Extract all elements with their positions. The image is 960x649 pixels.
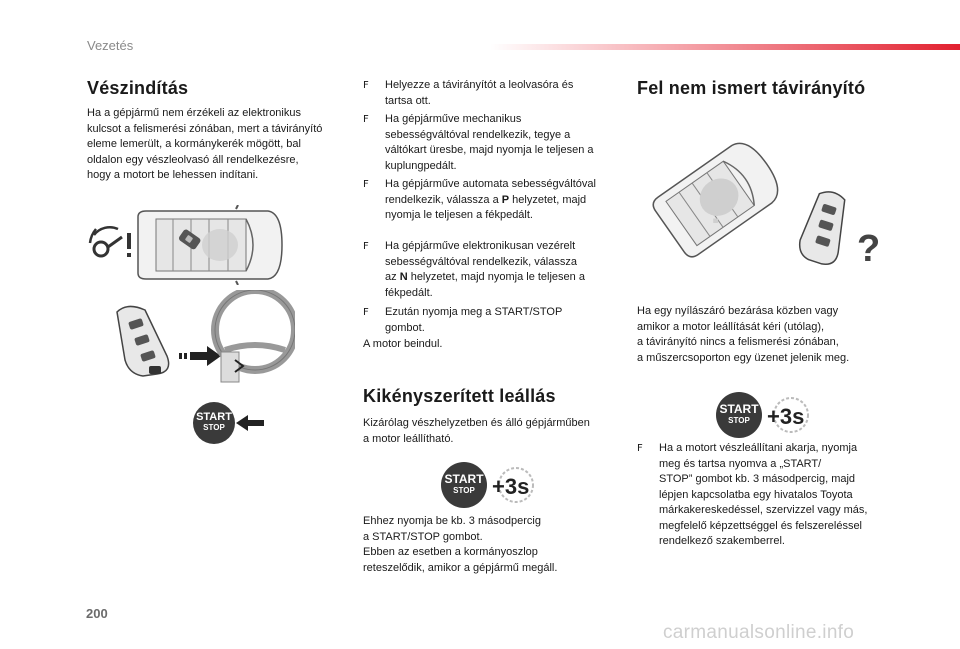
car-top-icon: [650, 135, 787, 260]
bullet-icon: F: [637, 443, 643, 454]
emergency-start-intro: Ha a gépjármű nem érzékeli az elektronikus kulcsot a felismerési zónában, mert a távirányító eleme lemerült, a kormánykerék mögött, bal oldalon egy vészleolvasó áll rendelkezésre, hogy a motort be lehessen indítani.: [87, 107, 323, 181]
step-automatic-gearbox: F Ha gépjárműve automata sebességváltóval rendelkezik, válassza a P helyzetet, majd nyomja le teljesen a fékpedált.: [363, 178, 596, 221]
step-electronic-gearbox: F Ha gépjárműve elektronikusan vezérelt sebességváltóval rendelkezik, válassza az N helyzetet, majd nyomja le teljesen a fékpedált.: [363, 240, 585, 299]
car-unknown-key-illustration: [650, 135, 890, 275]
forced-stop-intro: Kizárólag vészhelyzetben és álló gépjárműben a motor leállítható.: [363, 417, 590, 445]
emergency-stop-instruction: F Ha a motort vészleállítani akarja, nyomja meg és tartsa nyomva a „START/ STOP” gombot kb. 3 másodpercig, majd lépjen kapcsolatba egy hivatalos Toyota márkakereskedéssel, szervizzel vagy más, megfelelő képzettséggel és felszereléssel rendelkező szakemberrel.: [637, 442, 868, 547]
remote-key-icon: [795, 187, 855, 267]
question-mark-icon: ?: [857, 228, 881, 270]
plus-3-seconds-icon: [765, 395, 813, 435]
car-with-key-illustration: [88, 205, 288, 285]
section-label: Vezetés: [87, 38, 134, 53]
page-number: 200: [86, 606, 108, 621]
unrecognized-remote-title: Fel nem ismert távirányító: [637, 78, 866, 98]
car-top-icon: [138, 205, 282, 285]
bullet-icon: F: [363, 114, 369, 125]
arrow-right-icon: [179, 346, 221, 366]
bullet-icon: F: [363, 241, 369, 252]
start-stop-button-icon: START STOP: [193, 402, 235, 444]
unrecognized-remote-text: Ha egy nyílászáró bezárása közben vagy amikor a motor leállítását kéri (utólag), a távirányító nincs a felismerési zónában, a műszercsoporton egy üzenet jelenik meg.: [637, 305, 850, 364]
bullet-icon: F: [363, 179, 369, 190]
step-manual-gearbox: F Ha gépjárműve mechanikus sebességváltóval rendelkezik, tegye a váltókart üresbe, majd nyomja le teljesen a kuplungpedált.: [363, 113, 594, 172]
step-press-start-stop: F Ezután nyomja meg a START/STOP gombot.: [363, 306, 563, 334]
start-stop-button-icon: START STOP: [441, 462, 487, 508]
header-accent-bar: [490, 44, 960, 50]
step-place-key: F Helyezze a távirányítót a leolvasóra és tartsa ott.: [363, 79, 574, 107]
svg-text:+3s: +3s: [492, 474, 530, 499]
forced-stop-title: Kikényszerített leállás: [363, 386, 556, 406]
plus-3-seconds-icon: [490, 465, 538, 505]
engine-starts-text: A motor beindul.: [363, 338, 443, 350]
key-reader-illustration: [95, 290, 295, 390]
bullet-icon: F: [363, 80, 369, 91]
svg-text:?: ?: [706, 193, 727, 231]
bullet-icon: F: [363, 307, 369, 318]
svg-text:+3s: +3s: [767, 404, 805, 429]
emergency-start-title: Vészindítás: [87, 78, 189, 98]
key-warning-icon: [90, 227, 131, 257]
forced-stop-text: Ehhez nyomja be kb. 3 másodpercig a START/STOP gombot. Ebben az esetben a kormányoszlop reteszelődik, amikor a gépjármű megáll.: [363, 515, 558, 574]
start-stop-button-icon: START STOP: [716, 392, 762, 438]
watermark: carmanualsonline.info: [663, 622, 855, 643]
remote-key-icon: [117, 306, 169, 376]
arrow-left-icon: [234, 413, 266, 433]
steering-wheel-icon: [215, 290, 295, 382]
